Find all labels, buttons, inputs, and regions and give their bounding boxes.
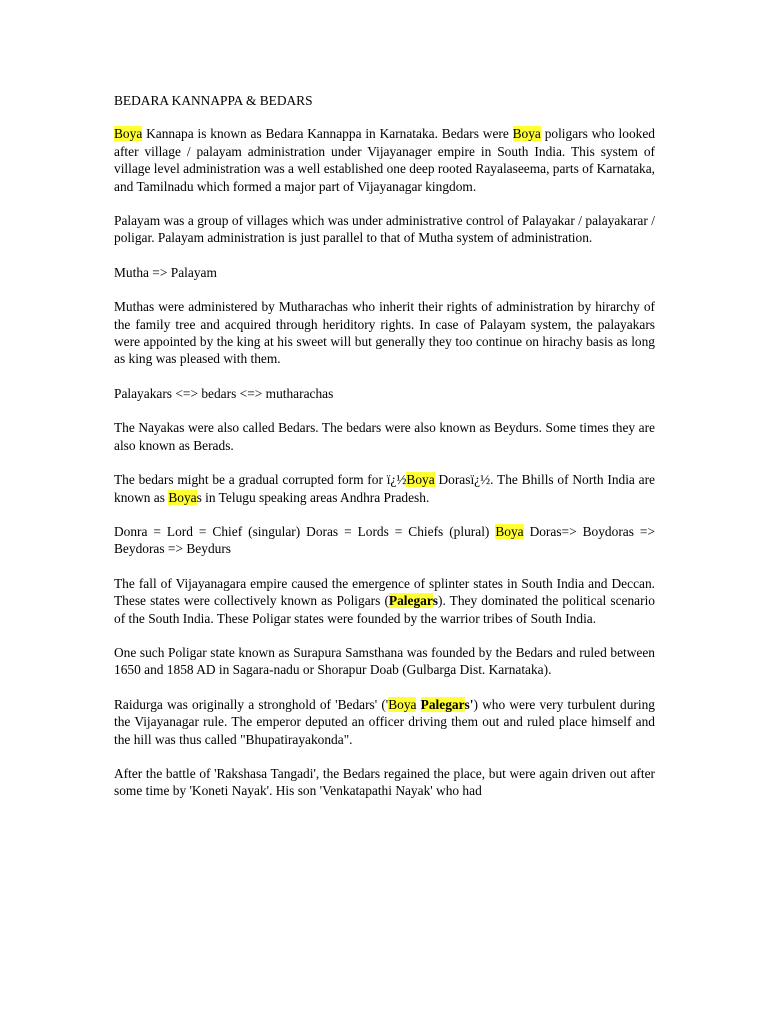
text-run: s' [464, 696, 474, 712]
paragraph-5: Palayakars <=> bedars <=> mutharachas [114, 385, 334, 401]
text-run: Raidurga was originally a stronghold of 'Bedars' (' [114, 696, 389, 712]
paragraph-10: One such Poligar state known as Surapura Samsthana was founded by the Bedars and ruled between 1650 and 1858 AD in Sagara-nadu or Shorapur Doab (Gulbarga Dist. Karnataka). [114, 644, 655, 678]
text-run: Donra = Lord = Chief (singular) Doras = Lords = Chiefs (plural) [114, 523, 496, 539]
text-run: poligars who looked after village / palayam administration under Vijayanager empire in South India. This system of village level administration was a well established one deep rooted Rayalaseema, parts of Karnataka, and Tamilnadu which formed a major part of Vijayanagar kingdom. [114, 126, 656, 194]
paragraph-6: The Nayakas were also called Bedars. The bedars were also known as Beydurs. Some times they are also known as Berads. [114, 420, 655, 453]
text-run: s [432, 593, 438, 609]
text-run: ) who were very turbulent during the Vijayanagar rule. The emperor deputed an officer driving them out and ruled place himself and the hill was thus called "Bhupatirayakonda". [114, 696, 655, 747]
document-page [114, 92, 655, 817]
text-run: The bedars might be a gradual corrupted form for ï¿½ [114, 472, 407, 488]
paragraph-9 [114, 575, 655, 627]
highlighted-term: Boya [388, 696, 417, 712]
text-run: ). They dominated the political scenario of the South India. These Poligar states were founded by the warrior tribes of South India. [114, 593, 655, 626]
highlighted-term: Boya [406, 472, 435, 488]
highlighted-term: Boya [495, 523, 524, 539]
text-run: Dorasï¿½. The Bhills of North India are known as [114, 472, 655, 505]
highlighted-term: Boya [114, 126, 143, 142]
document-title: BEDARA KANNAPPA & BEDARS [114, 93, 313, 108]
paragraph-7 [114, 471, 655, 506]
text-run: The fall of Vijayanagara empire caused the emergence of splinter states in South India and Deccan. These states were collectively known as Poligars ( [114, 575, 655, 609]
highlighted-term: Palegar [420, 696, 465, 712]
highlighted-term: Boya [512, 126, 541, 142]
highlighted-term: Boya [168, 489, 197, 505]
text-run: Kannapa is known as Bedara Kannappa in Karnataka. Bedars were [142, 126, 513, 142]
paragraph-12: After the battle of 'Rakshasa Tangadi', the Bedars regained the place, but were again driven out after some time by 'Koneti Nayak'. His son 'Venkatapathi Nayak' who had [114, 765, 655, 799]
highlighted-term: Palegar [388, 593, 433, 609]
paragraph-2: Palayam was a group of villages which was under administrative control of Palayakar / palayakarar / poligar. Palayam administration is just parallel to that of Mutha system of administration. [114, 213, 655, 246]
paragraph-3: Mutha => Palayam [114, 264, 217, 280]
text-run: Doras=> Boydoras => Beydoras => Beydurs [114, 523, 655, 557]
paragraph-8 [114, 523, 655, 558]
paragraph-11 [114, 696, 655, 748]
text-run: s in Telugu speaking areas Andhra Pradesh. [196, 489, 430, 505]
paragraph-4: Muthas were administered by Mutharachas who inherit their rights of administration by hirarchy of the family tree and acquired through heriditory rights. In case of Palayam system, the palayakars were appointed by the king at his sweet will but generally they too continue on hirachy basis as long as king was pleased with them. [114, 299, 655, 367]
paragraph-1 [114, 125, 655, 195]
